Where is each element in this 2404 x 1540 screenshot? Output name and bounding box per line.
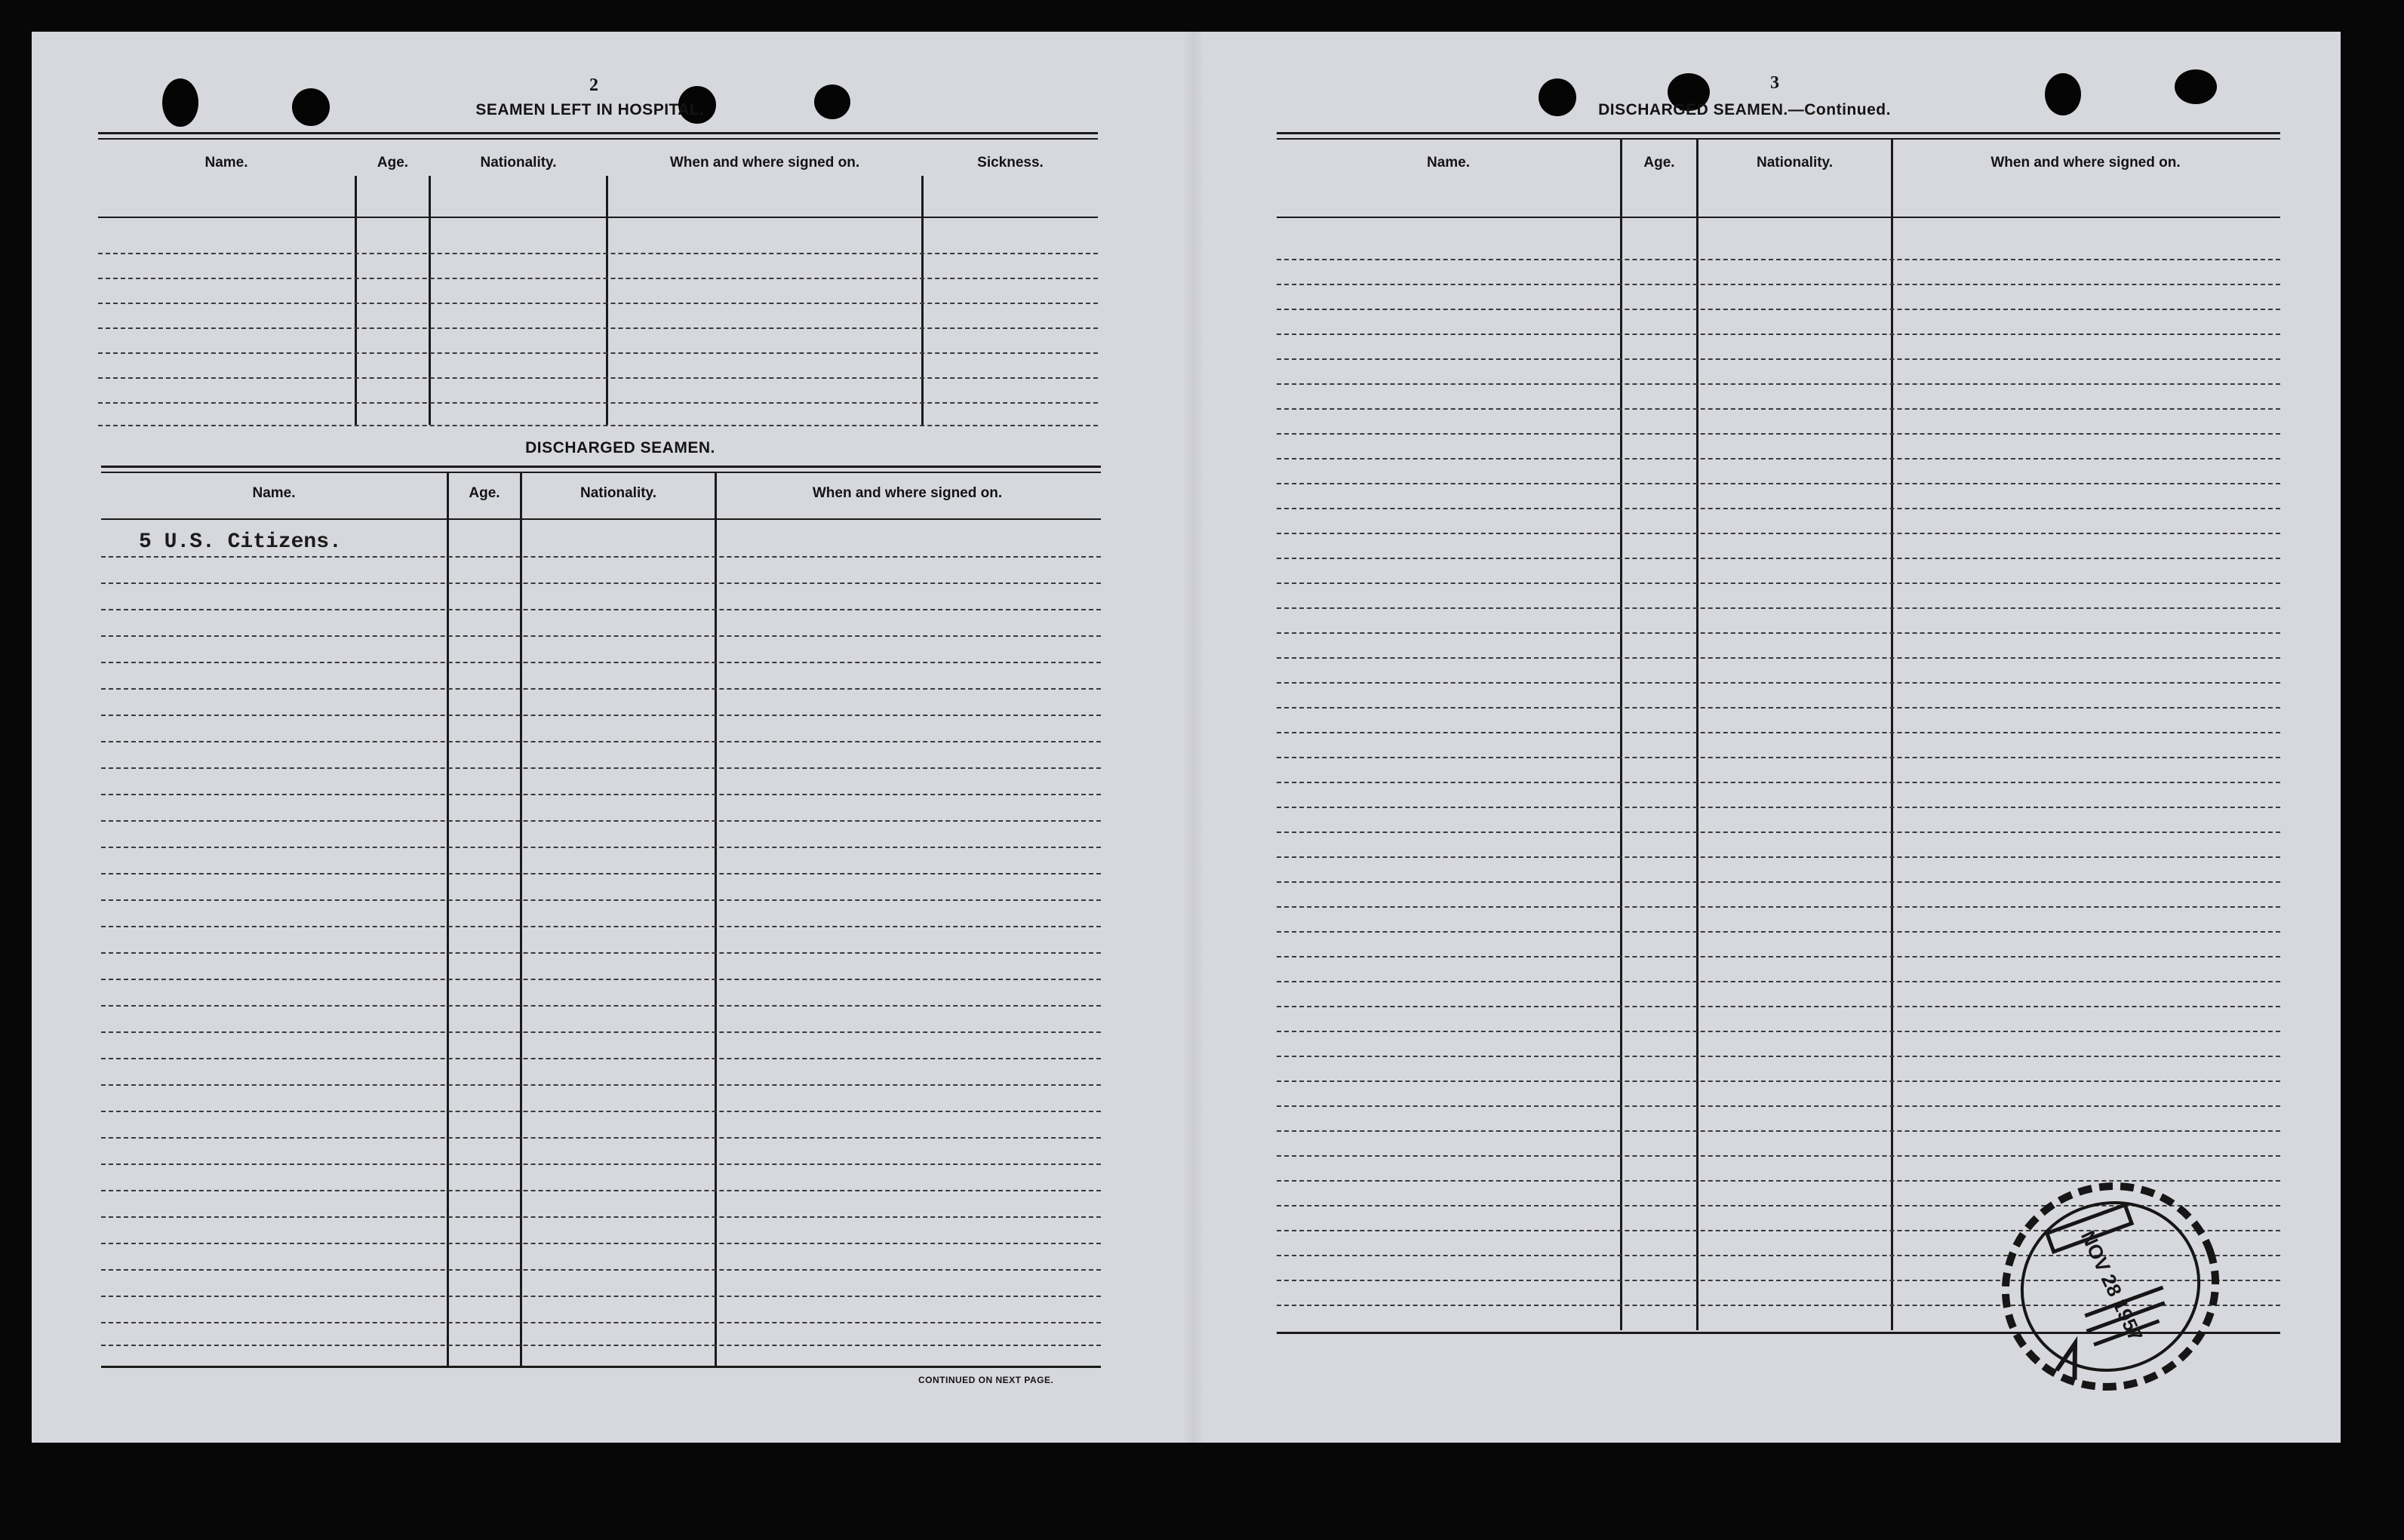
- entry-line: [1277, 707, 2280, 709]
- discharged-continued-title: DISCHARGED SEAMEN.—Continued.: [1598, 101, 1891, 118]
- entry-line: [1277, 682, 2280, 684]
- column-header-age: Age.: [1643, 155, 1675, 171]
- entry-line: [1277, 732, 2280, 733]
- entry-line: [1277, 757, 2280, 758]
- entry-line: [101, 1111, 1101, 1112]
- column-divider: [355, 176, 357, 425]
- entry-line: [1277, 657, 2280, 659]
- entry-line: [1277, 931, 2280, 933]
- table-top-rule: [98, 132, 1098, 134]
- entry-line: [1277, 956, 2280, 958]
- entry-line: [1277, 582, 2280, 584]
- entry-line: [101, 715, 1101, 716]
- document-sheet: [32, 32, 2341, 1443]
- entry-line: [101, 794, 1101, 795]
- column-divider: [1620, 138, 1622, 1330]
- column-header-name: Name.: [252, 485, 296, 501]
- header-bottom-rule: [98, 217, 1098, 218]
- entry-line: [101, 688, 1101, 690]
- column-divider: [429, 176, 431, 425]
- entry-line: [1277, 1080, 2280, 1082]
- entry-line: [1277, 284, 2280, 285]
- entry-line: [98, 402, 1098, 404]
- entry-line: [101, 952, 1101, 954]
- entry-line: [101, 556, 1101, 558]
- entry-line: [101, 979, 1101, 980]
- entry-line: [1277, 408, 2280, 410]
- inspection-stamp: [1986, 1170, 2235, 1403]
- entry-line: [1277, 334, 2280, 335]
- header-bottom-rule: [1277, 217, 2280, 218]
- entry-line: [1277, 558, 2280, 559]
- entry-line: [98, 377, 1098, 379]
- entry-line: [101, 873, 1101, 875]
- entry-line: [1277, 358, 2280, 360]
- column-header-age: Age.: [377, 155, 409, 171]
- table-top-rule: [101, 472, 1101, 473]
- column-header-signed-on: When and where signed on.: [1991, 155, 2181, 171]
- column-header-signed-on: When and where signed on.: [812, 485, 1003, 501]
- continued-note: CONTINUED ON NEXT PAGE.: [918, 1375, 1054, 1385]
- column-header-name: Name.: [204, 155, 248, 171]
- entry-line: [101, 1345, 1101, 1346]
- entry-line: [1277, 259, 2280, 260]
- entry-line: [101, 741, 1101, 742]
- hospital-table: [98, 132, 1098, 426]
- column-header-nationality: Nationality.: [1757, 155, 1833, 171]
- entry-line: [101, 1031, 1101, 1033]
- column-divider: [921, 176, 924, 425]
- entry-line: [101, 899, 1101, 901]
- column-header-name: Name.: [1426, 155, 1471, 171]
- header-bottom-rule: [101, 518, 1101, 520]
- column-divider: [715, 472, 717, 1366]
- page-number: 3: [1770, 73, 1779, 93]
- column-divider: [1696, 138, 1698, 1330]
- table-top-rule: [101, 466, 1101, 468]
- column-header-nationality: Nationality.: [580, 485, 656, 501]
- stamp-date: NOV 28 1957: [2076, 1227, 2147, 1345]
- entry-line: [101, 1243, 1101, 1244]
- entry-line: [101, 767, 1101, 769]
- entry-line: [98, 327, 1098, 329]
- column-divider: [520, 472, 522, 1366]
- entry-line: [98, 278, 1098, 279]
- entry-line: [101, 582, 1101, 584]
- entry-line: [1277, 906, 2280, 908]
- entry-line: [98, 352, 1098, 354]
- table-top-rule: [98, 138, 1098, 140]
- entry-line: [101, 926, 1101, 927]
- entry-line: [101, 635, 1101, 637]
- entry-line: [101, 1322, 1101, 1323]
- entry-line: [101, 820, 1101, 822]
- entry-line: [1277, 981, 2280, 982]
- entry-line: [101, 1137, 1101, 1139]
- entry-line: [101, 1296, 1101, 1297]
- table-top-rule: [1277, 132, 2280, 134]
- column-header-age: Age.: [469, 485, 500, 501]
- table-bottom-rule: [101, 1366, 1101, 1368]
- hospital-section-title: SEAMEN LEFT IN HOSPITAL.: [475, 101, 705, 118]
- left-page: [32, 32, 1164, 1443]
- entry-line: [1277, 782, 2280, 783]
- column-header-signed-on: When and where signed on.: [669, 155, 860, 171]
- entry-line: [98, 253, 1098, 254]
- entry-line: [98, 425, 1098, 426]
- entry-line: [1277, 856, 2280, 858]
- entry-line: [101, 1163, 1101, 1165]
- discharged-section-title: DISCHARGED SEAMEN.: [525, 439, 715, 456]
- entry-line: [101, 1216, 1101, 1218]
- typed-entry: 5 U.S. Citizens.: [139, 530, 342, 554]
- entry-line: [1277, 632, 2280, 634]
- entry-line: [1277, 383, 2280, 385]
- entry-line: [101, 1084, 1101, 1086]
- column-header-nationality: Nationality.: [480, 155, 557, 171]
- entry-line: [101, 662, 1101, 663]
- table-top-rule: [1277, 138, 2280, 140]
- entry-line: [98, 303, 1098, 304]
- column-divider: [1891, 138, 1893, 1330]
- entry-line: [1277, 483, 2280, 484]
- page-number: 2: [589, 75, 598, 95]
- entry-line: [1277, 1105, 2280, 1107]
- column-header-sickness: Sickness.: [977, 155, 1044, 171]
- entry-line: [101, 1058, 1101, 1059]
- entry-line: [1277, 1031, 2280, 1032]
- entry-line: [1277, 309, 2280, 310]
- entry-line: [1277, 807, 2280, 808]
- entry-line: [1277, 1056, 2280, 1057]
- column-divider: [447, 472, 449, 1366]
- entry-line: [1277, 508, 2280, 509]
- entry-line: [1277, 831, 2280, 833]
- entry-line: [101, 847, 1101, 848]
- column-divider: [606, 176, 608, 425]
- entry-line: [1277, 881, 2280, 883]
- entry-line: [1277, 1130, 2280, 1132]
- entry-line: [101, 1190, 1101, 1191]
- page-fold: [1182, 32, 1205, 1443]
- entry-line: [1277, 533, 2280, 534]
- entry-line: [101, 1269, 1101, 1271]
- entry-line: [101, 1005, 1101, 1007]
- entry-line: [1277, 458, 2280, 460]
- entry-line: [1277, 607, 2280, 609]
- entry-line: [101, 609, 1101, 610]
- entry-line: [1277, 1155, 2280, 1157]
- entry-line: [1277, 1006, 2280, 1007]
- entry-line: [1277, 433, 2280, 435]
- discharged-table: [101, 466, 1101, 1371]
